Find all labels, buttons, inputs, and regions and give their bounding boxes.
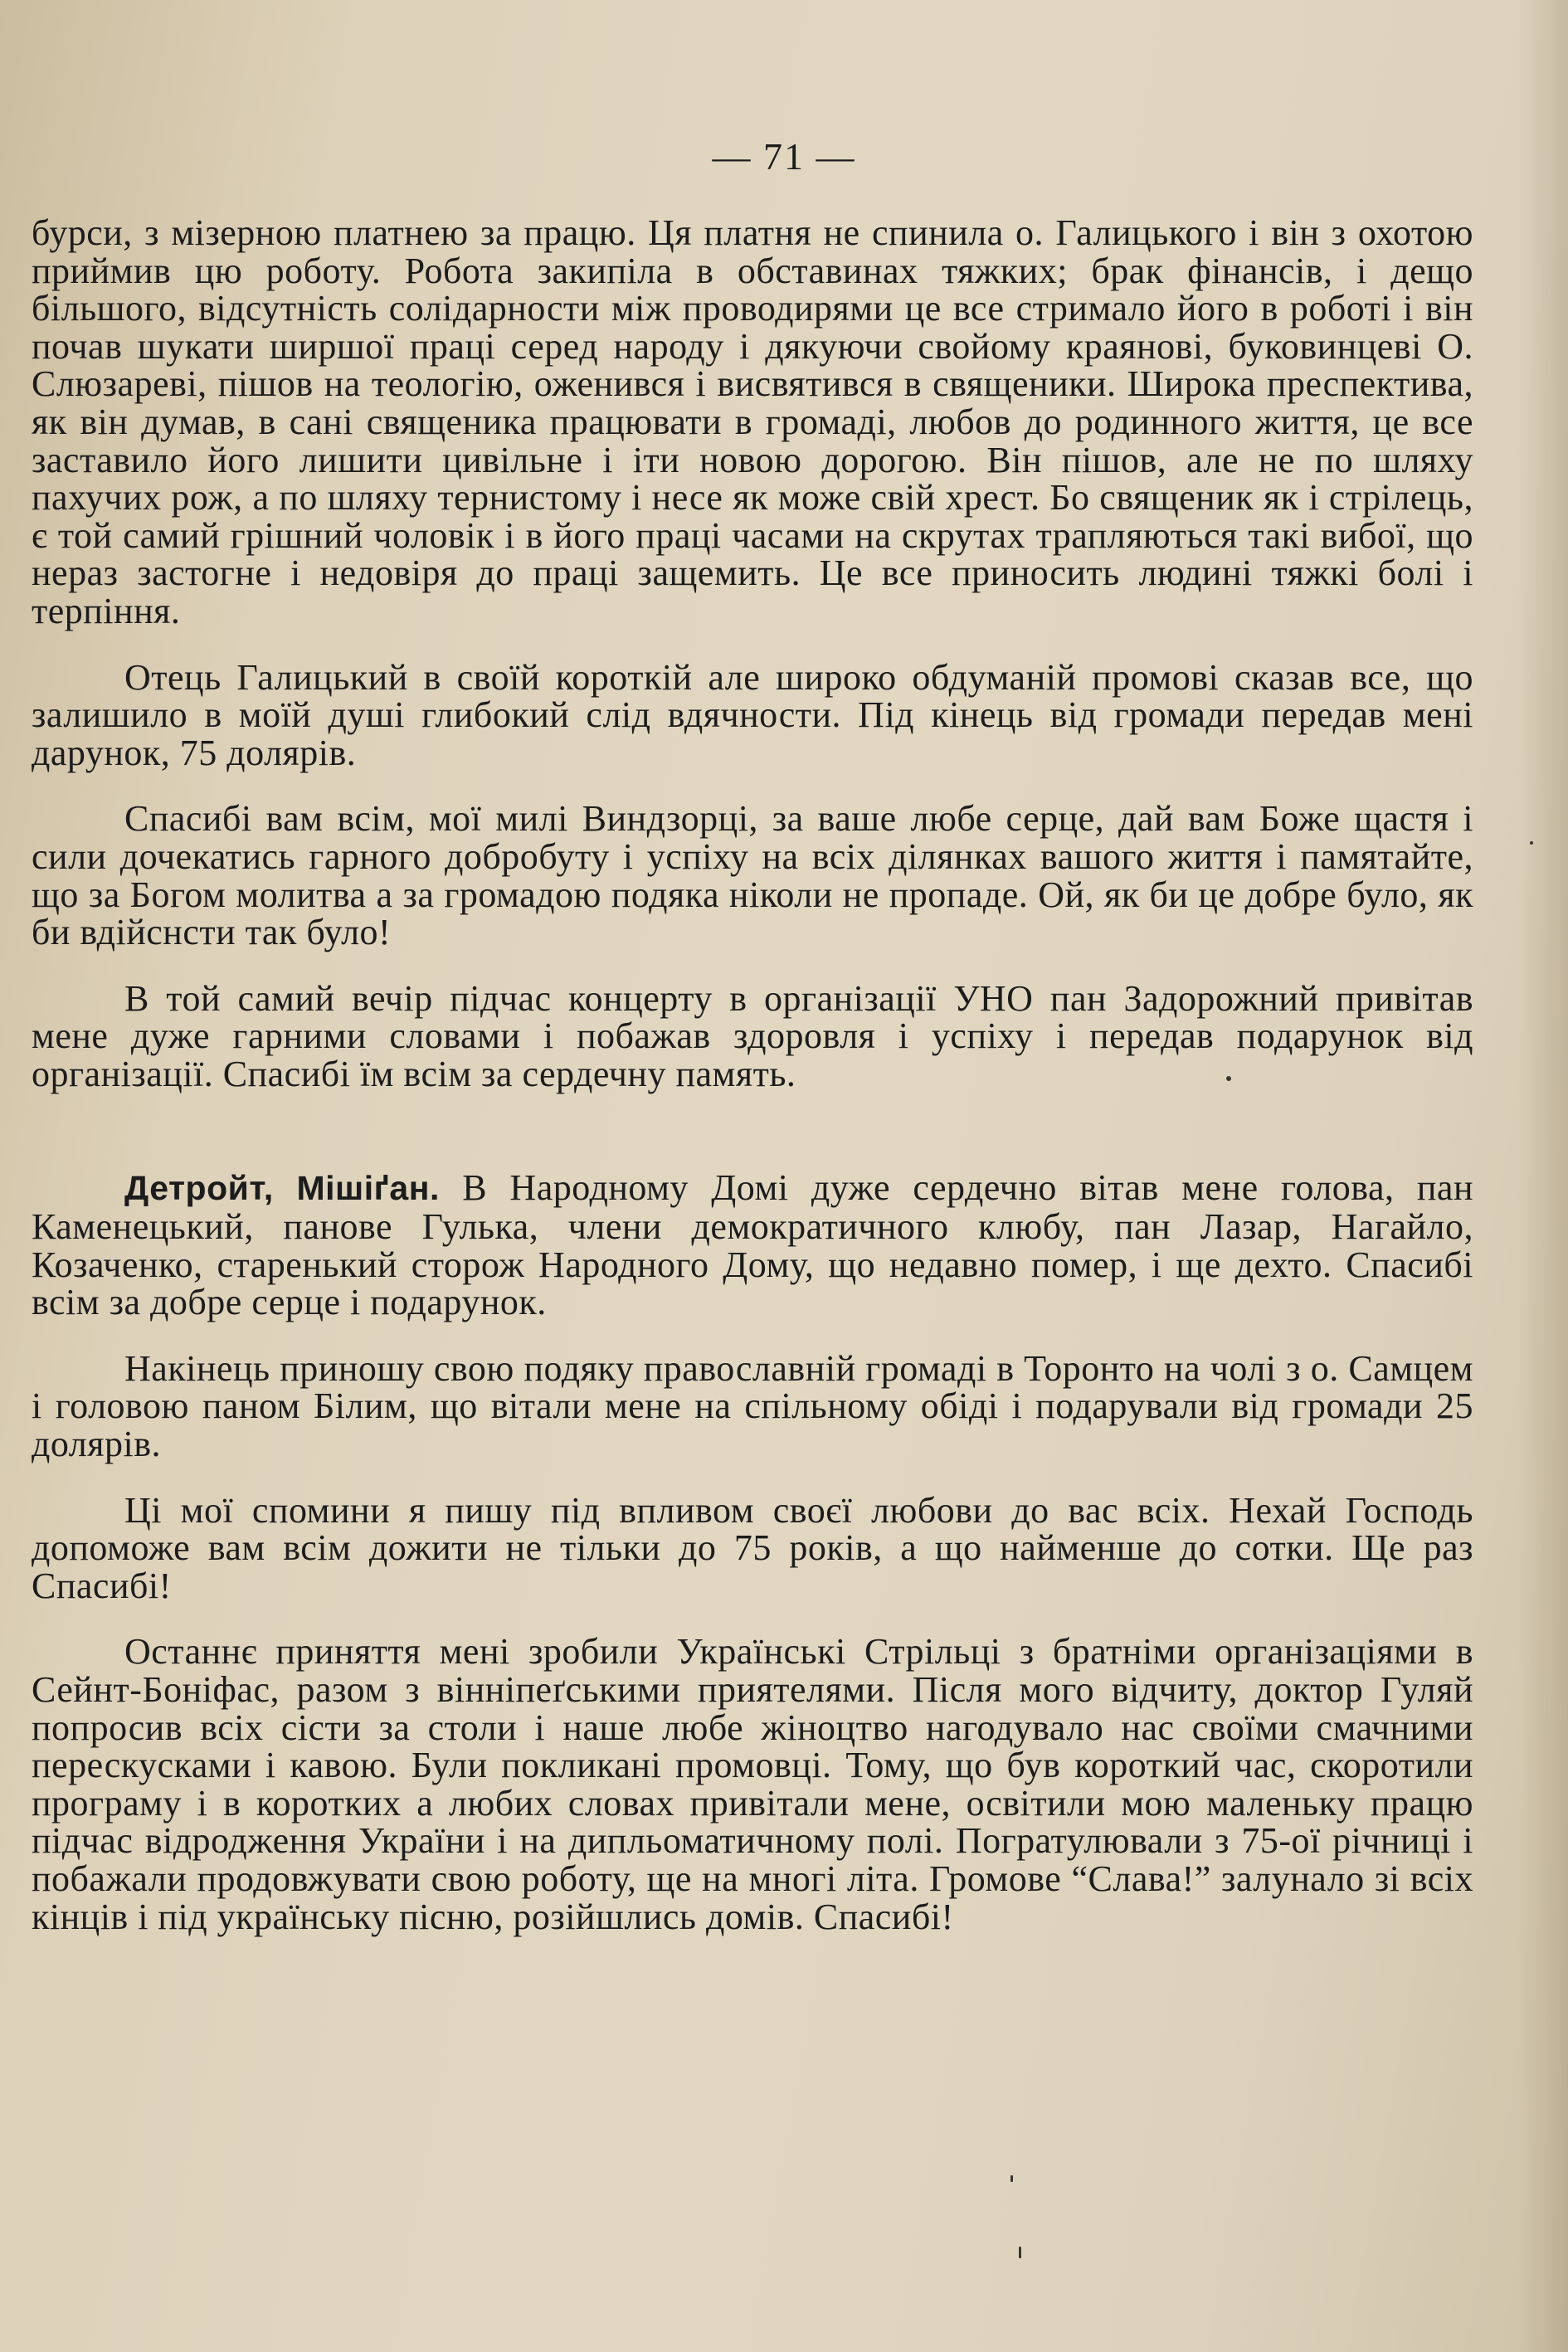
paragraph-detroit [32,1169,1473,1321]
page-number: — 71 — [712,135,856,178]
paragraph-galytsky-speech: Отець Галицький в своїй короткій але широко обдуманій промові сказав все, що залишило в моїй душі глибокий слід вдячности. Під кінець від громади передав мені дарунок, 75 долярів. [32,656,1473,773]
paragraph-uno-concert: В той самий вечір підчас концерту в організації УНО пан Задорожний привітав мене дуже гарними словами і побажав здоровля і успіху і передав подарунок від організації. Спасибі їм всім за сердечну память. [32,977,1473,1094]
paragraph-st-boniface: Останнє приняття мені зробили Українські Стрільці з братніми організаціями в Сейнт-Боніфас, разом з вінніпеґськими приятелями. Після мого відчиту, доктор Гуляй попросив всіх сісти за столи і наше любе жіноцтво нагодувало нас своїми смачними перескусками і кавою. Були покликані промовці. Тому, що був короткий час, скоротили програму і в коротких а любих словах привітали мене, освітили мою маленьку працю підчас відродження України і на дипльоматичному полі. Погратулювали з 75-ої річниці і побажали продовжувати свою роботу, ще на многі літа. Громове “Слава!” залунало зі всіх кінців і під українську пісню, розійшлись домів. Спасибі! [32,1631,1473,1937]
detroit-heading: Детройт, Мішіґан. [124,1169,440,1208]
body-text [32,214,1473,1936]
paper-speck [1226,1076,1231,1081]
paper-speck [1530,841,1533,845]
paragraph-toronto: Накінець приношу свою подяку православній громаді в Торонто на чолі з о. Самцем і головою паном Білим, що вітали мене на спільному обіді і подарували від громади 25 долярів. [32,1347,1473,1465]
paper-speck [1019,2247,1021,2258]
paper-speck [1010,2175,1013,2182]
paragraph-memoirs: Ці мої спомини я пишу під впливом своєї любови до вас всіх. Нехай Господь допоможе вам всім дожити не тільки до 75 років, а що найменше до сотки. Ще раз Спасибі! [32,1489,1473,1606]
detroit-text: В Народному Домі дуже сердечно вітав мене голова, пан Каменецький, панове Гулька, члени демократичного клюбу, пан Лазар, Нагайло, Козаченко, старенький сторож Народного Дому, що недавно помер, і ще дехто. Спасибі всім за добре серце і подарунок. [32,1167,1473,1323]
paragraph-windsor-thanks: Спасибі вам всім, мої милі Виндзорці, за ваше любе серце, дай вам Боже щастя і сили дочекатись гарного добробуту і успіху на всіх ділянках вашого життя і памятайте, що за Богом молитва а за громадою подяка ніколи не пропаде. Ой, як би це добре було, як би вдійснсти так було! [32,798,1473,953]
page-edge-shadow [1518,0,1568,2352]
paragraph-continuation: бурси, з мізерною платнею за працю. Ця платня не спинила о. Галицького і він з охотою приймив цю роботу. Робота закипіла в обставинах тяжких; брак фінансів, і дещо більшого, відсутність солідарности між проводирями це все стримало його в роботі і він почав шукати ширшої праці серед народу і дякуючи свойому краянові, буковинцеві О. Слюзареві, пішов на теологію, оженився і висвятився в священики. Широка преспектива, як він думав, в сані священика працювати в громаді, любов до родинного життя, це все заставило його лишити цивільне і іти новою дорогою. Він пішов, але не по шляху пахучих рож, а по шляху тернистому і несе як може свій хрест. Бо священик як і стрілець, є той самий грішний чоловік і в його праці часами на скрутах трапляються такі вибої, що нераз застогне і недовіря до праці защемить. Це все приносить людині тяжкі болі і терпіння. [32,212,1473,631]
